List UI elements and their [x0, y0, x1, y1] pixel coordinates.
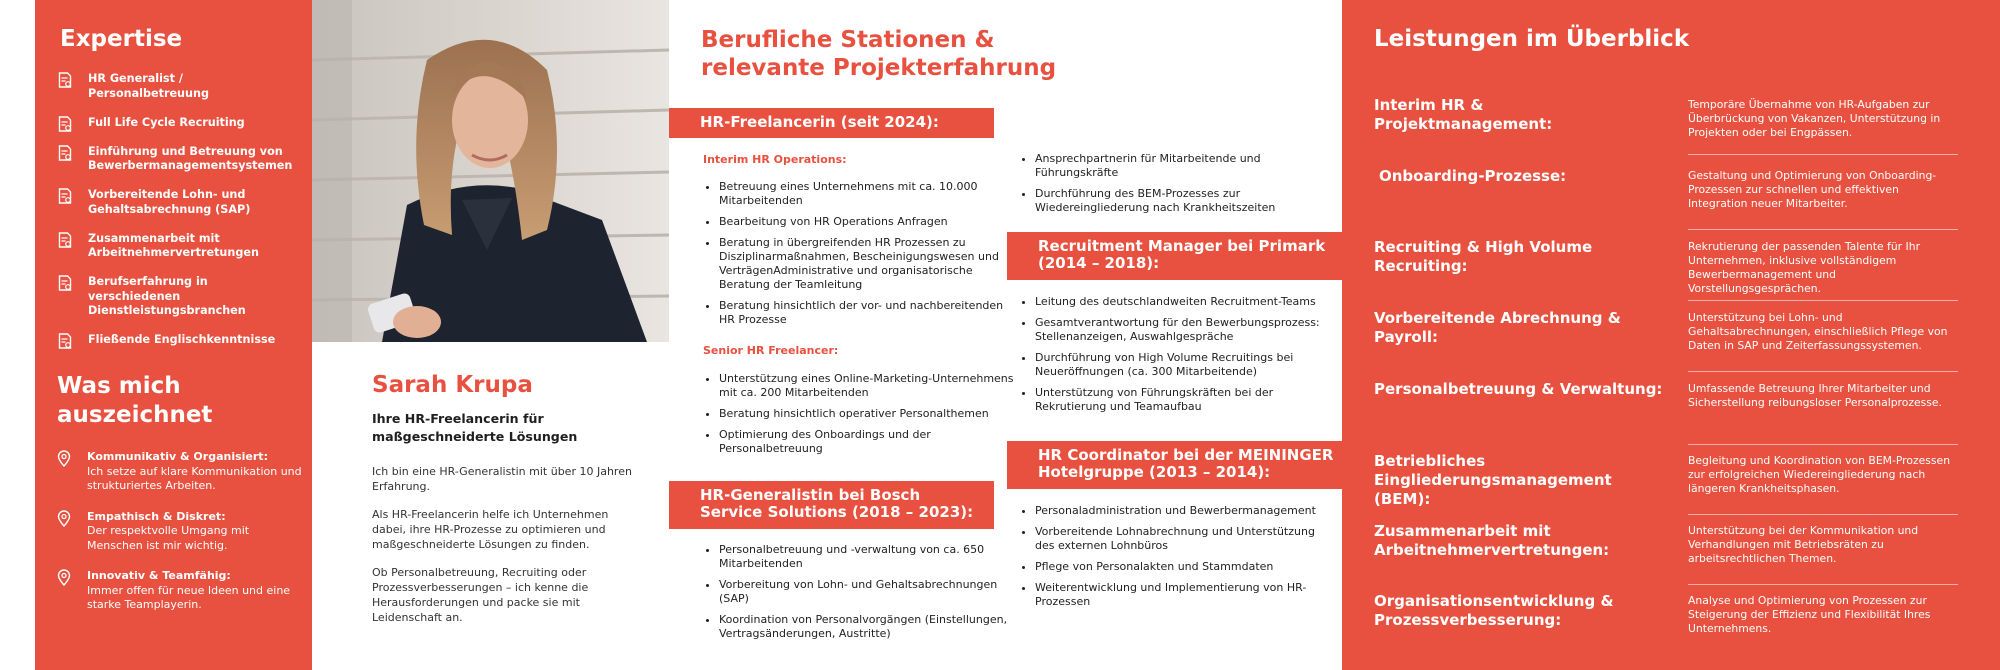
intro-paragraph: Als HR-Freelancerin helfe ich Unternehmen dabei, ihre HR-Prozesse zu optimieren und maßgeschneiderte Lösungen zu finden.: [372, 508, 609, 551]
service-description: Unterstützung bei der Kommunikation und Verhandlungen mit Betriebsräten zu arbeitsrechtlichen Themen.: [1688, 524, 1919, 565]
trait-heading: Empathisch & Diskret:: [87, 509, 226, 523]
meininger-list: [1019, 504, 1335, 616]
list-item: • Durchführung von High Volume Recruitings bei Neueröffnungen (ca. 300 Mitarbeitende): [1035, 351, 1335, 379]
service-row: [1374, 96, 1959, 156]
intro-paragraph: Ich bin eine HR-Generalistin mit über 10 Jahren Erfahrung.: [372, 465, 632, 493]
list-item: • Personalbetreuung und -verwaltung von ca. 650 Mitarbeitenden: [719, 543, 1014, 571]
portrait-illustration: [312, 0, 669, 342]
intro-paragraph: Ob Personalbetreuung, Recruiting oder Prozessverbesserungen – ich kenne die Herausforderungen und packe sie mit Leidenschaft an.: [372, 566, 589, 624]
service-row: [1374, 592, 1959, 652]
service-label: Vorbereitende Abrechnung & Payroll:: [1374, 309, 1621, 346]
trait-text: Der respektvolle Umgang mit Menschen ist mir wichtig.: [87, 524, 250, 552]
profile-tagline: Ihre HR-Freelancerin für maßgeschneiderte Lösungen: [372, 411, 578, 444]
service-row: [1374, 238, 1959, 298]
list-item: • Bearbeitung von HR Operations Anfragen: [719, 215, 1014, 229]
leistungen-title: Leistungen im Überblick: [1374, 26, 1690, 52]
service-row: [1374, 380, 1959, 440]
service-row: [1374, 309, 1959, 369]
bosch-list: [703, 543, 1014, 648]
list-item: • Koordination von Personalvorgängen (Einstellungen, Vertragsänderungen, Austritte): [719, 613, 1014, 641]
list-item: [57, 450, 302, 494]
list-item: • Beratung hinsichtlich operativer Personalthemen: [719, 407, 1014, 421]
service-label: Interim HR & Projektmanagement:: [1374, 96, 1553, 133]
expertise-item-label: Full Life Cycle Recruiting: [88, 115, 245, 129]
service-description: Begleitung und Koordination von BEM-Prozessen zur erfolgreichen Wiedereingliederung nach längeren Krankheitsphasen.: [1688, 454, 1951, 495]
profile-photo: [312, 0, 669, 342]
service-description: Umfassende Betreuung Ihrer Mitarbeiter und Sicherstellung reibungsloser Personalprozesse.: [1688, 382, 1942, 409]
list-item: • Vorbereitende Lohnabrechnung und Unterstützung des externen Lohnbüros: [1035, 525, 1335, 553]
expertise-item-label: Einführung und Betreuung von Bewerbermanagementsystemen: [88, 144, 293, 172]
list-item: • Vorbereitung von Lohn- und Gehaltsabrechnungen (SAP): [719, 578, 1014, 606]
list-item: • Durchführung des BEM-Prozesses zur Wiedereingliederung nach Krankheitszeiten: [1035, 187, 1325, 215]
service-row: [1374, 522, 1959, 582]
senior-subheading: Senior HR Freelancer:: [703, 344, 839, 357]
list-item: • Leitung des deutschlandweiten Recruitment-Teams: [1035, 295, 1335, 309]
service-description: Unterstützung bei Lohn- und Gehaltsabrechnungen, einschließlich Pflege von Daten in SAP und Zeiterfassungssystemen.: [1688, 311, 1948, 352]
list-item: [58, 72, 303, 101]
bosch-continued-list: [1019, 152, 1325, 222]
location-pin-icon: [57, 450, 71, 472]
list-item: • Weiterentwicklung und Implementierung von HR-Prozessen: [1035, 581, 1335, 609]
document-check-icon: [58, 333, 72, 354]
primark-list: [1019, 295, 1335, 421]
list-item: [58, 275, 303, 319]
bosch-header: HR-Generalistin bei Bosch Service Solutions (2018 – 2023):: [669, 481, 994, 529]
list-item: [58, 232, 303, 261]
list-item: [58, 116, 303, 131]
service-divider: [1688, 371, 1958, 372]
service-row: [1374, 452, 1959, 512]
service-divider: [1688, 229, 1958, 230]
trait-heading: Innovativ & Teamfähig:: [87, 569, 231, 582]
freelancer-header: HR-Freelancerin (seit 2024):: [669, 108, 994, 138]
trait-text: Ich setze auf klare Kommunikation und strukturiertes Arbeiten.: [87, 464, 302, 492]
list-item: • Betreuung eines Unternehmens mit ca. 10.000 Mitarbeitenden: [719, 180, 1014, 208]
location-pin-icon: [57, 569, 71, 591]
expertise-title: Expertise: [60, 26, 183, 52]
service-label: Onboarding-Prozesse:: [1379, 167, 1567, 185]
interim-subheading: Interim HR Operations:: [703, 153, 847, 166]
list-item: • Beratung in übergreifenden HR Prozessen zu Disziplinarmaßnahmen, Bescheinigungswesen und VerträgenAdministrative und organisatorische Beratung der Teamleitung: [719, 236, 1014, 292]
list-item: • Unterstützung von Führungskräften bei der Rekrutierung und Teamaufbau: [1035, 386, 1335, 414]
trait-heading: Kommunikativ & Organisiert:: [87, 450, 268, 463]
document-check-icon: [58, 145, 72, 166]
auszeichnet-list: [57, 450, 302, 629]
document-check-icon: [58, 232, 72, 253]
service-divider: [1688, 514, 1958, 515]
expertise-item-label: Zusammenarbeit mit Arbeitnehmervertretungen: [88, 231, 259, 259]
expertise-item-label: Fließende Englischkenntnisse: [88, 333, 276, 346]
service-divider: [1688, 584, 1958, 585]
service-description: Analyse und Optimierung von Prozessen zur Steigerung der Effizienz und Flexibilität Ihres Unternehmens.: [1688, 594, 1931, 635]
service-divider: [1688, 300, 1958, 301]
list-item: [58, 188, 303, 217]
list-item: [57, 569, 302, 613]
trait-text: Immer offen für neue Ideen und eine starke Teamplayerin.: [87, 583, 291, 611]
list-item: • Unterstützung eines Online-Marketing-Unternehmens mit ca. 200 Mitarbeitenden: [719, 372, 1014, 400]
service-description: Temporäre Übernahme von HR-Aufgaben zur Überbrückung von Vakanzen, Unterstützung in Projekten oder bei Engpässen.: [1688, 98, 1941, 139]
list-item: • Optimierung des Onboardings und der Personalbetreuung: [719, 428, 1014, 456]
expertise-item-label: Vorbereitende Lohn- und Gehaltsabrechnung (SAP): [88, 188, 251, 216]
location-pin-icon: [57, 510, 71, 532]
list-item: [58, 145, 303, 174]
list-item: • Beratung hinsichtlich der vor- und nachbereitenden HR Prozesse: [719, 299, 1014, 327]
service-divider: [1688, 444, 1958, 445]
list-item: • Pflege von Personalakten und Stammdaten: [1035, 560, 1335, 574]
document-check-icon: [58, 275, 72, 296]
service-description: Rekrutierung der passenden Talente für Ihr Unternehmen, inklusive vollständigem Bewerbermanagement und Vorstellungsgesprächen.: [1688, 240, 1921, 295]
service-label: Personalbetreuung & Verwaltung:: [1374, 380, 1663, 398]
interim-list: [703, 180, 1014, 334]
list-item: • Gesamtverantwortung für den Bewerbungsprozess: Stellenanzeigen, Auswahlgespräche: [1035, 316, 1335, 344]
list-item: [58, 333, 303, 348]
primark-header: Recruitment Manager bei Primark (2014 – 2018):: [1007, 232, 1342, 280]
document-check-icon: [58, 116, 72, 137]
stationen-title: Berufliche Stationen & relevante Projekterfahrung: [701, 27, 1057, 81]
profile-intro: [372, 464, 637, 638]
document-check-icon: [58, 188, 72, 209]
expertise-item-label: HR Generalist / Personalbetreuung: [88, 72, 209, 100]
service-label: Recruiting & High Volume Recruiting:: [1374, 238, 1593, 275]
service-label: Zusammenarbeit mit Arbeitnehmervertretungen:: [1374, 522, 1610, 559]
meininger-header: HR Coordinator bei der MEININGER Hotelgruppe (2013 – 2014):: [1007, 441, 1342, 489]
expertise-item-label: Berufserfahrung in verschiedenen Dienstleistungsbranchen: [88, 275, 246, 317]
service-label: Organisationsentwicklung & Prozessverbesserung:: [1374, 592, 1614, 629]
list-item: • Ansprechpartnerin für Mitarbeitende und Führungskräfte: [1035, 152, 1325, 180]
service-divider: [1688, 154, 1958, 155]
auszeichnet-title: Was mich auszeichnet: [57, 373, 213, 428]
list-item: [57, 510, 302, 554]
profile-name: Sarah Krupa: [372, 372, 533, 398]
document-check-icon: [58, 72, 72, 93]
service-label: Betriebliches Eingliederungsmanagement (BEM):: [1374, 452, 1612, 508]
senior-list: [703, 372, 1014, 463]
list-item: • Personaladministration und Bewerbermanagement: [1035, 504, 1335, 518]
service-description: Gestaltung und Optimierung von Onboarding-Prozessen zur schnellen und effektiven Integration neuer Mitarbeiter.: [1688, 169, 1937, 210]
service-row: [1374, 167, 1959, 227]
expertise-list: [58, 72, 303, 362]
